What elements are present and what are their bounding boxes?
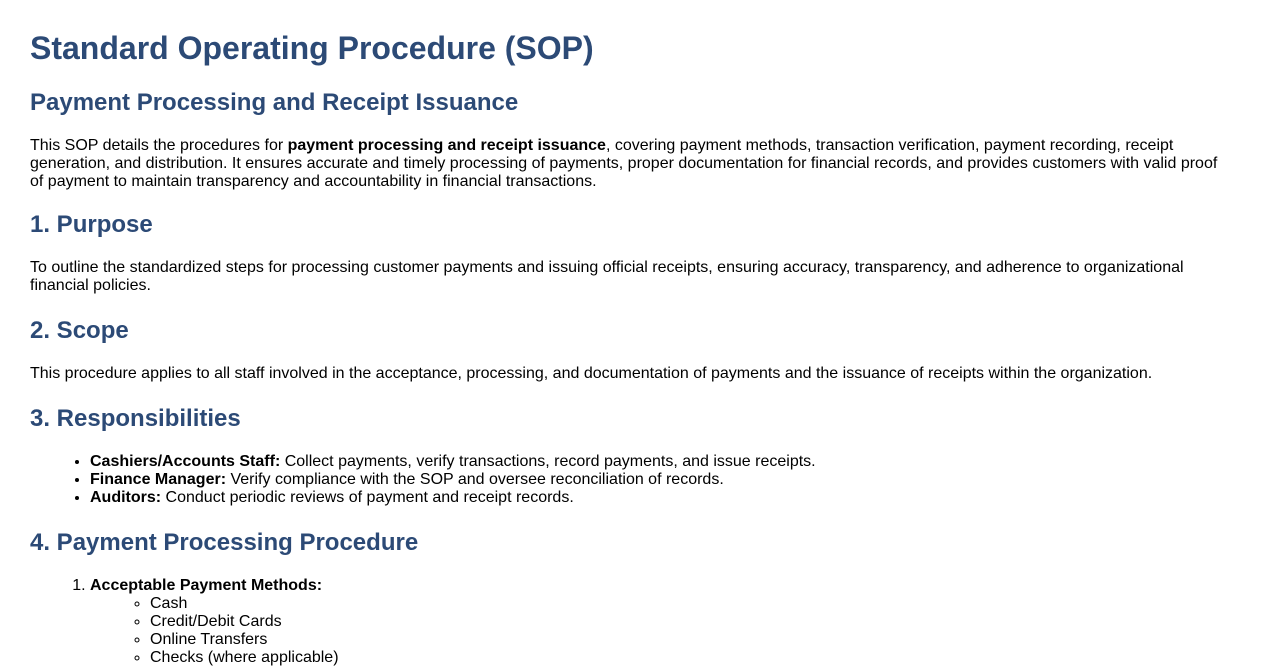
procedure-step bbox=[90, 577, 1233, 667]
list-item: ◦ Checks (where applicable) bbox=[150, 649, 1233, 667]
list-item: ◦ Online Transfers bbox=[150, 631, 1233, 649]
list-item bbox=[90, 471, 1233, 489]
step-title: Acceptable Payment Methods: bbox=[90, 577, 323, 594]
role-label: Auditors: bbox=[90, 489, 162, 506]
list-item: ◦ Cash bbox=[150, 595, 1233, 613]
role-description: Collect payments, verify transactions, record payments, and issue receipts. bbox=[280, 453, 816, 470]
list-item bbox=[90, 453, 1233, 471]
section-scope-text: This procedure applies to all staff involved in the acceptance, processing, and documentation of payments and the issuance of receipts within the organization. bbox=[30, 365, 1153, 382]
section-responsibilities-heading: 3. Responsibilities bbox=[30, 405, 241, 432]
document-subtitle: Payment Processing and Receipt Issuance bbox=[30, 89, 519, 116]
role-label: Cashiers/Accounts Staff: bbox=[90, 453, 281, 470]
intro-text-end: , covering payment methods, transaction verification, payment recording, receipt generation, and distribution. It ensures accurate and timely processing of payments, proper documentation for financial records, and provides customers with valid proof of payment to maintain transparency and accountability in financial transactions. bbox=[30, 137, 1218, 190]
list-item: ◦ Credit/Debit Cards bbox=[150, 613, 1233, 631]
list-item bbox=[90, 489, 1233, 507]
intro-paragraph bbox=[30, 137, 1233, 191]
procedure-steps-list bbox=[30, 577, 1233, 667]
document-title: Standard Operating Procedure (SOP) bbox=[30, 30, 594, 66]
section-purpose-text: To outline the standardized steps for processing customer payments and issuing official receipts, ensuring accuracy, transparency, and adherence to organizational financial policies. bbox=[30, 259, 1184, 294]
role-label: Finance Manager: bbox=[90, 471, 227, 488]
section-purpose-heading: 1. Purpose bbox=[30, 211, 153, 238]
role-description: Verify compliance with the SOP and oversee reconciliation of records. bbox=[226, 471, 724, 488]
payment-methods-list bbox=[90, 595, 1233, 667]
responsibilities-list bbox=[30, 453, 1233, 507]
section-scope-heading: 2. Scope bbox=[30, 317, 129, 344]
role-description: Conduct periodic reviews of payment and receipt records. bbox=[161, 489, 574, 506]
section-procedure-heading: 4. Payment Processing Procedure bbox=[30, 529, 419, 556]
intro-bold-phrase: payment processing and receipt issuance bbox=[287, 137, 606, 154]
intro-text-start: This SOP details the procedures for bbox=[30, 137, 288, 154]
